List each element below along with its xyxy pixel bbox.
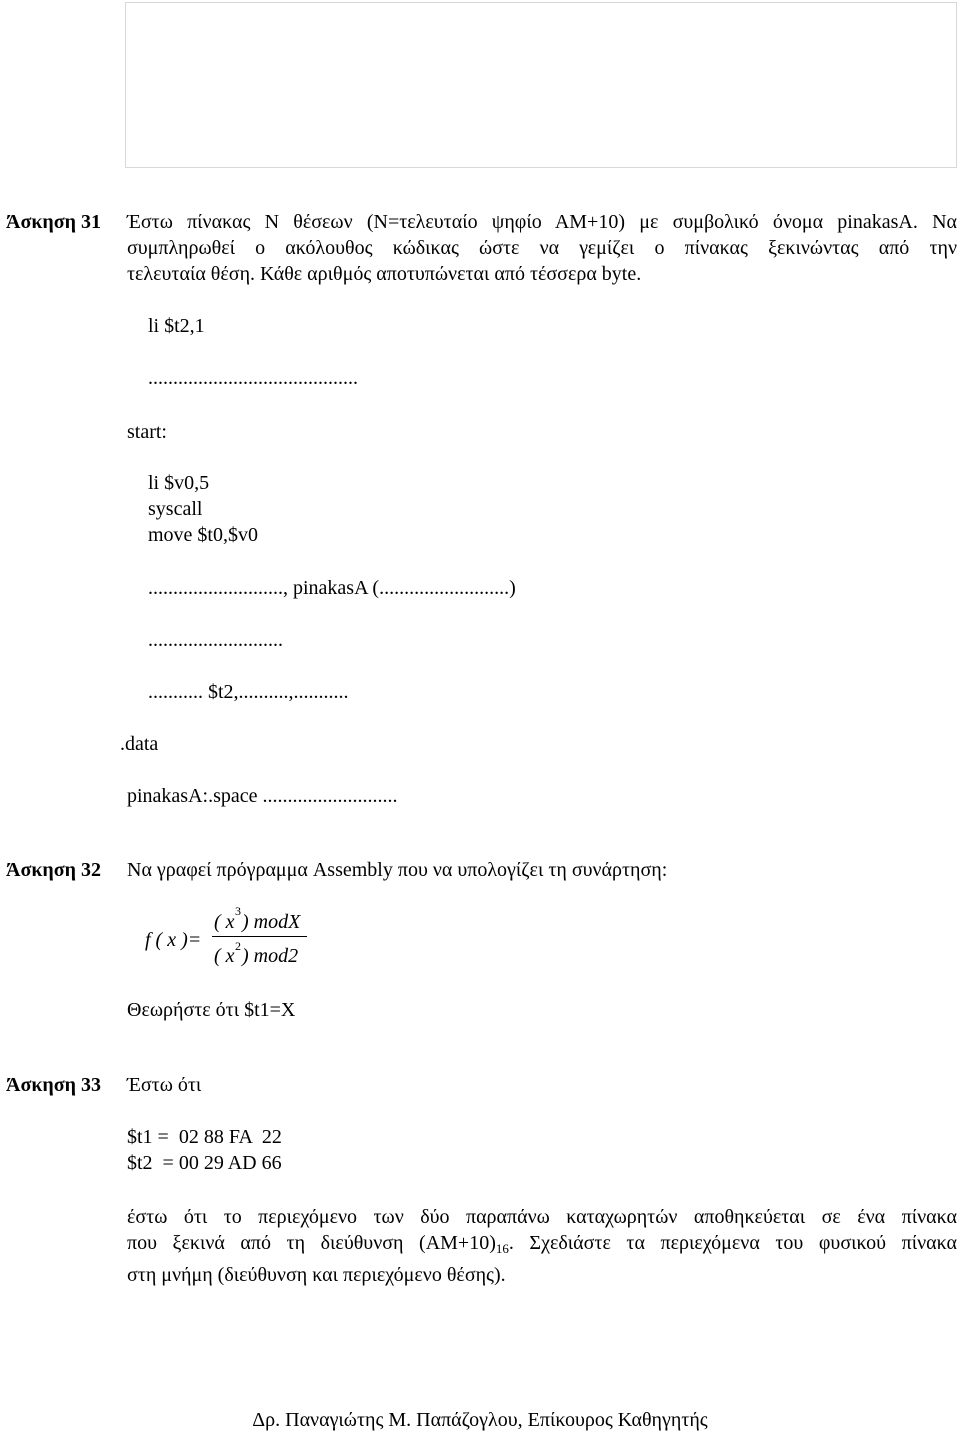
exercise-32-text: Να γραφεί πρόγραμμα Assembly που να υπολογίζει τη συνάρτηση: [127, 859, 668, 881]
code-line-space: pinakasA:.space ........................... [127, 785, 398, 807]
exercise-33-heading: Άσκηση 33 [6, 1074, 102, 1096]
formula-numerator-exponent: 3 [235, 904, 241, 918]
formula-lhs: f ( x )= [145, 929, 202, 951]
blank-image-placeholder [125, 2, 957, 168]
exercise-32-heading: Άσκηση 32 [6, 859, 102, 881]
exercise-31-line-2: συμπληρωθεί ο ακόλουθος κώδικας ώστε να γεμίζει ο πίνακας ξεκινώντας από την [127, 237, 957, 259]
formula-numerator-rest: ) modX [242, 911, 301, 933]
code-blank-1: .......................................... [148, 367, 358, 389]
code-label-start: start: [127, 421, 167, 443]
code-line-syscall: syscall [148, 498, 203, 520]
code-blank-2: ........................... [148, 629, 283, 651]
exercise-31-text [127, 209, 957, 287]
exercise-31-heading: Άσκηση 31 [6, 211, 102, 233]
exercise-33-line-3: στη μνήμη (διεύθυνση και περιεχόμενο θέσης). [127, 1264, 506, 1286]
exercise-33-text [127, 1204, 957, 1288]
exercise-33-line-2 [127, 1230, 957, 1262]
page-footer-author: Δρ. Παναγιώτης Μ. Παπάζογλου, Επίκουρος Καθηγητής [252, 1409, 708, 1431]
exercise-31-line-1: Έστω πίνακας Ν θέσεων (Ν=τελευταίο ψηφίο ΑΜ+10) με συμβολικό όνομα pinakasA. Να [127, 211, 957, 233]
exercise-33-line-2a: που ξεκινά από τη διεύθυνση (ΑΜ+10) [127, 1232, 496, 1254]
hex-subscript: 16 [495, 1241, 509, 1256]
exercise-33-line-2b: . Σχεδιάστε τα περιεχόμενα του φυσικού πίνακα [508, 1232, 957, 1254]
formula-denominator-exponent: 2 [235, 939, 241, 953]
formula-numerator-base: ( x [214, 911, 235, 933]
exercise-32-note: Θεωρήστε ότι $t1=X [127, 999, 296, 1021]
code-directive-data: .data [120, 733, 159, 755]
code-blank-t2: ........... $t2,..........,........... [148, 681, 349, 703]
register-t2-value: $t2 = 00 29 AD 66 [127, 1152, 282, 1174]
code-blank-pinakasA: ..........................., pinakasA (..........................) [148, 577, 516, 599]
code-line-li-v0: li $v0,5 [148, 472, 210, 494]
code-line-move: move $t0,$v0 [148, 524, 258, 546]
code-line-li-t2: li $t2,1 [148, 315, 205, 337]
exercise-33-line-1: έστω ότι το περιεχόμενο των δύο παραπάνω καταχωρητών αποθηκεύεται σε ένα πίνακα [127, 1206, 957, 1228]
register-t1-value: $t1 = 02 88 FA 22 [127, 1126, 282, 1148]
exercise-31-line-3: τελευταία θέση. Κάθε αριθμός αποτυπώνεται από τέσσερα byte. [127, 263, 642, 285]
exercise-33-intro: Έστω ότι [127, 1074, 202, 1096]
formula-denominator-base: ( x [214, 945, 235, 967]
fraction-bar [212, 936, 307, 937]
formula-denominator-rest: ) mod2 [242, 945, 299, 967]
